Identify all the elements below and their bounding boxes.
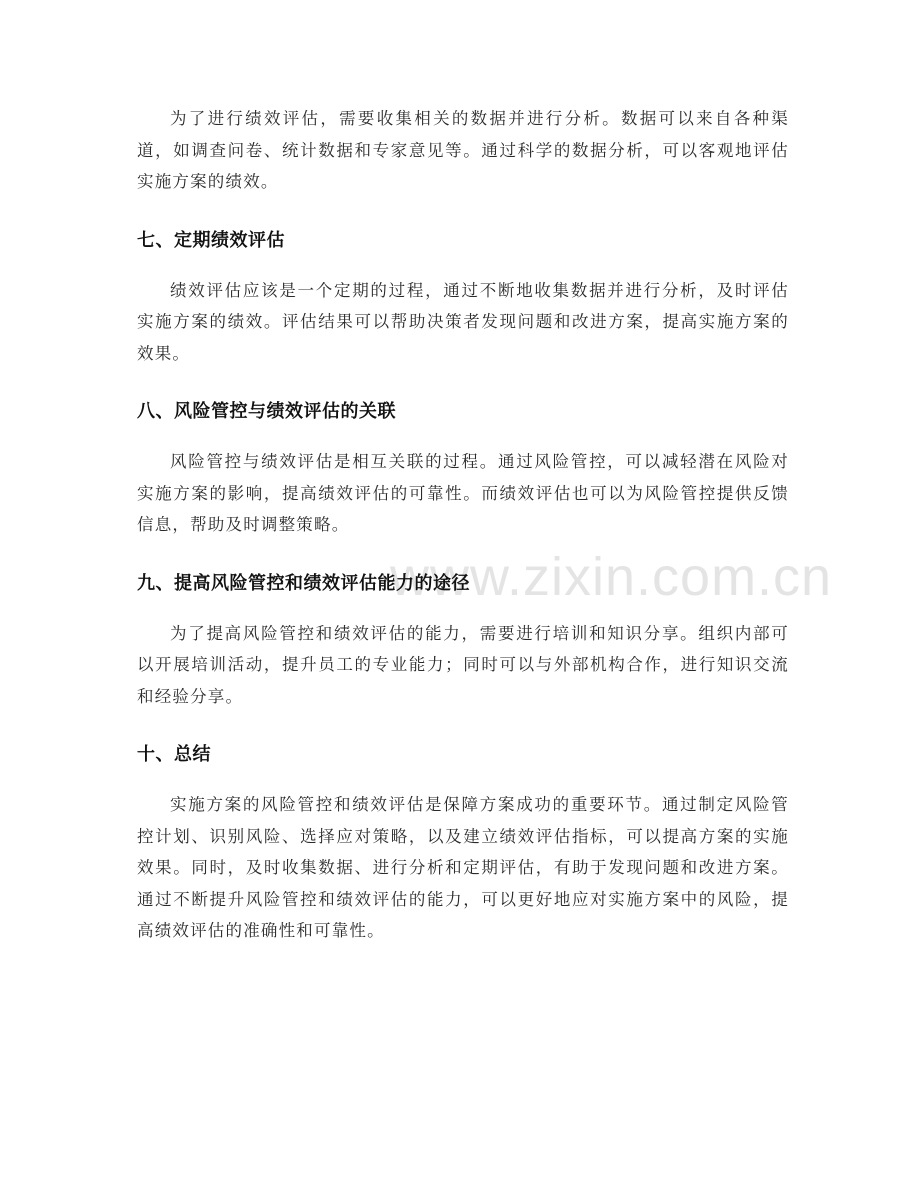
heading-capability-improvement: 九、提高风险管控和绩效评估能力的途径 [137,572,470,594]
paragraph-data-collection: 为了进行绩效评估，需要收集相关的数据并进行分析。数据可以来自各种渠道，如调查问卷、统计数据和专家意见等。通过科学的数据分析，可以客观地评估实施方案的绩效。 [137,109,789,191]
heading-periodic-evaluation: 七、定期绩效评估 [137,229,285,251]
paragraph-summary: 实施方案的风险管控和绩效评估是保障方案成功的重要环节。通过制定风险管控计划、识别风险、选择应对策略，以及建立绩效评估指标，可以提高方案的实施效果。同时，及时收集数据、进行分析和定期评估，有助于发现问题和改进方案。通过不断提升风险管控和绩效评估的能力，可以更好地应对实施方案中的风险，提高绩效评估的准确性和可靠性。 [137,795,789,940]
heading-risk-performance-link: 八、风险管控与绩效评估的关联 [137,401,396,422]
watermark: www.zixin.com.cn [390,547,833,607]
document-body [137,103,789,947]
paragraph-capability-improvement: 为了提高风险管控和绩效评估的能力，需要进行培训和知识分享。组织内部可以开展培训活动，提升员工的专业能力；同时可以与外部机构合作，进行知识交流和经验分享。 [137,623,789,706]
heading-summary: 十、总结 [137,744,211,765]
paragraph-periodic-evaluation: 绩效评估应该是一个定期的过程，通过不断地收集数据并进行分析，及时评估实施方案的绩效。评估结果可以帮助决策者发现问题和改进方案，提高实施方案的效果。 [137,280,789,363]
paragraph-risk-performance-link: 风险管控与绩效评估是相互关联的过程。通过风险管控，可以减轻潜在风险对实施方案的影响，提高绩效评估的可靠性。而绩效评估也可以为风险管控提供反馈信息，帮助及时调整策略。 [137,452,789,534]
